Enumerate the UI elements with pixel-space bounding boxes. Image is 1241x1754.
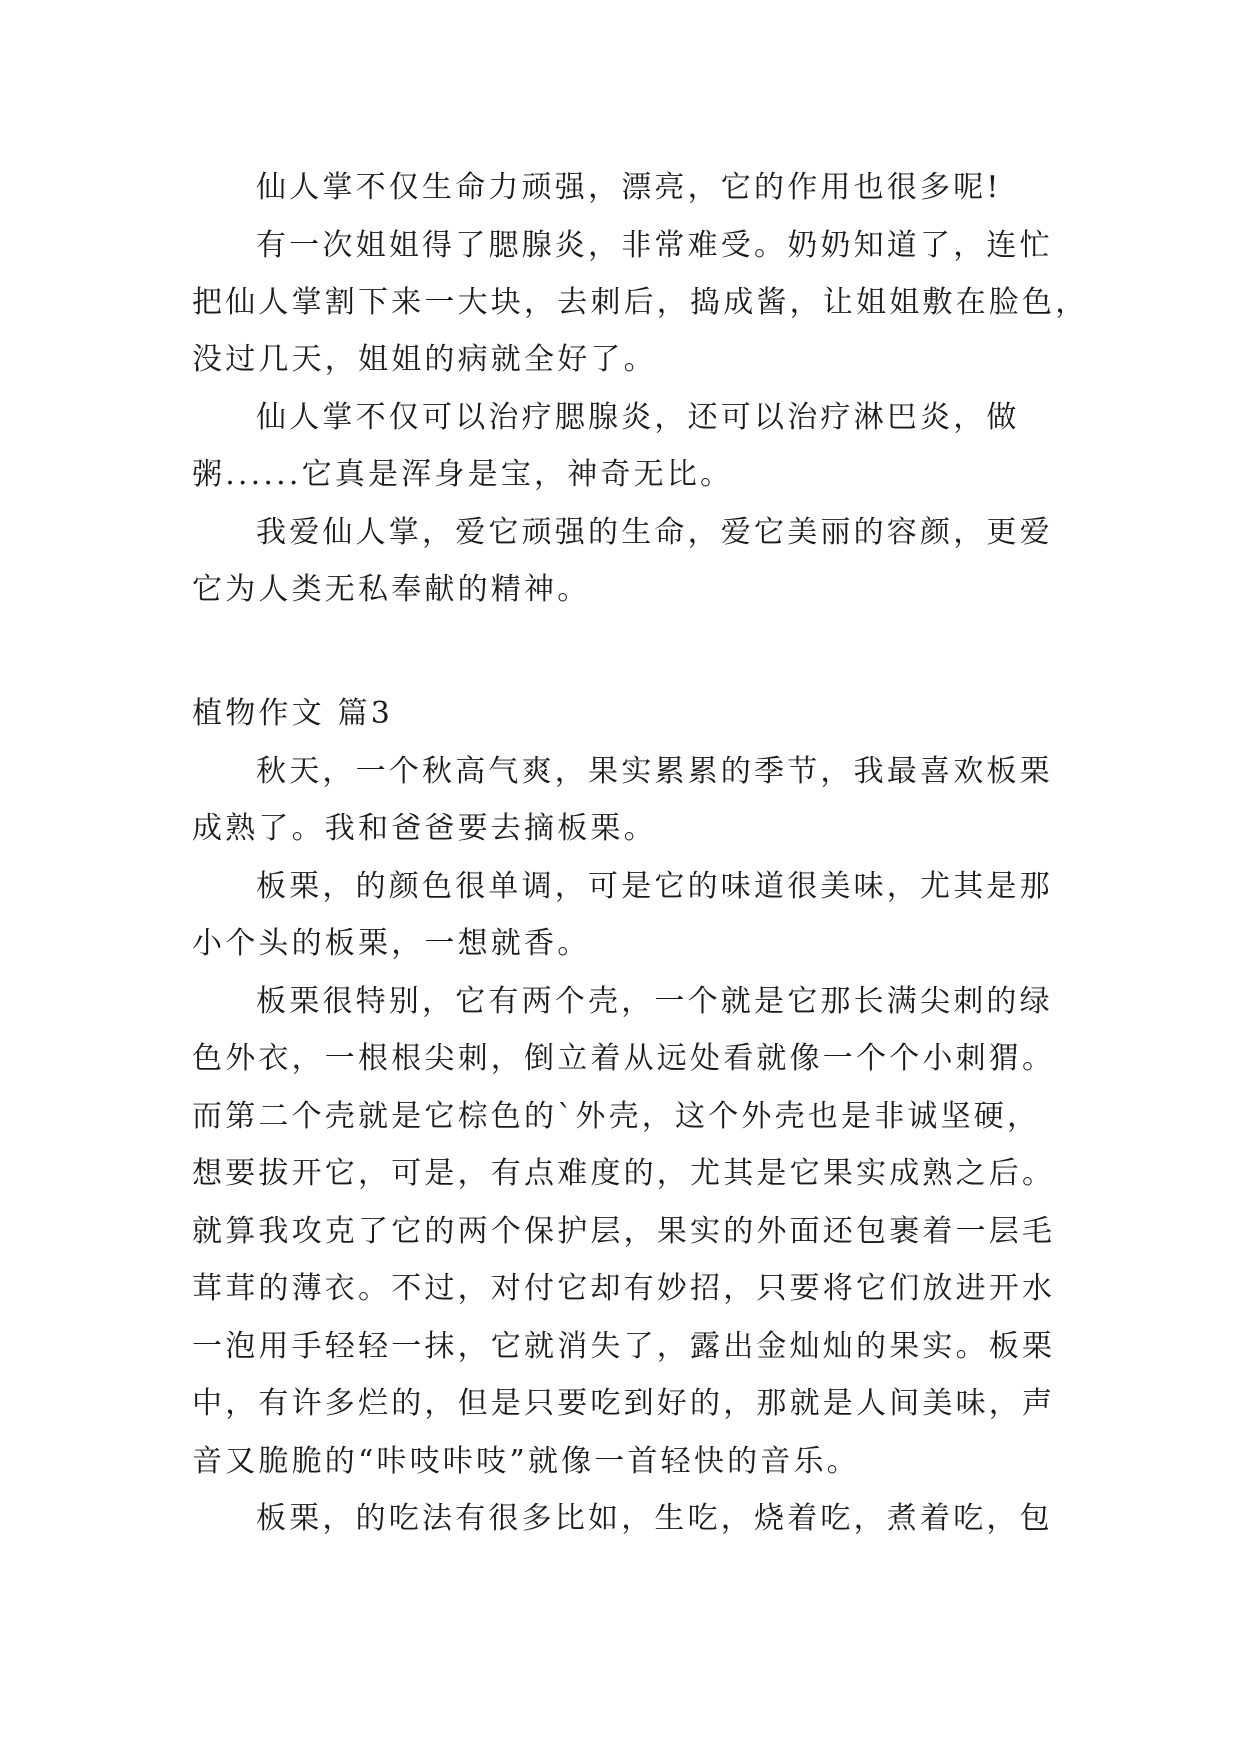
para-8-line-1: 板栗，的吃法有很多比如，生吃，烧着吃，煮着吃，包 [256, 1501, 1053, 1536]
para-7-line-8: 中，有许多烂的，但是只要吃到好的，那就是人间美味，声 [192, 1386, 1056, 1421]
para-4-line-2: 它为人类无私奉献的精神。 [192, 572, 591, 607]
para-7-line-4: 想要拔开它，可是，有点难度的，尤其是它果实成熟之后。 [192, 1156, 1056, 1191]
para-6-line-2: 小个头的板栗，一想就香。 [192, 926, 591, 961]
para-5-line-2: 成熟了。我和爸爸要去摘板栗。 [192, 811, 657, 846]
para-4-line-1: 我爱仙人掌，爱它顽强的生命，爱它美丽的容颜，更爱 [256, 515, 1053, 550]
para-5-line-1: 秋天，一个秋高气爽，果实累累的季节，我最喜欢板栗 [256, 754, 1053, 789]
para-3-line-2: 粥......它真是浑身是宝，神奇无比。 [192, 457, 734, 492]
para-7-line-7: 一泡用手轻轻一抹，它就消失了，露出金灿灿的果实。板栗 [192, 1329, 1056, 1364]
para-1-line-1: 仙人掌不仅生命力顽强，漂亮，它的作用也很多呢! [256, 170, 1002, 205]
para-7-line-9: 音又脆脆的“咔吱咔吱”就像一首轻快的音乐。 [192, 1444, 860, 1479]
para-7-line-1: 板栗很特别，它有两个壳，一个就是它那长满尖刺的绿 [256, 984, 1053, 1019]
para-7-line-2: 色外衣，一根根尖刺，倒立着从远处看就像一个个小刺猬。 [192, 1041, 1056, 1076]
section-title: 植物作文 篇3 [192, 696, 394, 731]
para-2-line-3: 没过几天，姐姐的病就全好了。 [192, 342, 657, 377]
para-7-line-5: 就算我攻克了它的两个保护层，果实的外面还包裹着一层毛 [192, 1214, 1056, 1249]
para-2-line-2: 把仙人掌割下来一大块，去刺后，捣成酱，让姐姐敷在脸色， [192, 285, 1089, 320]
para-2-line-1: 有一次姐姐得了腮腺炎，非常难受。奶奶知道了，连忙 [256, 228, 1053, 263]
para-3-line-1: 仙人掌不仅可以治疗腮腺炎，还可以治疗淋巴炎，做 [256, 400, 1020, 435]
para-7-line-6: 茸茸的薄衣。不过，对付它却有妙招，只要将它们放进开水 [192, 1271, 1056, 1306]
para-6-line-1: 板栗，的颜色很单调，可是它的味道很美味，尤其是那 [256, 869, 1053, 904]
para-7-line-3: 而第二个壳就是它棕色的`外壳，这个外壳也是非诚坚硬， [192, 1099, 1041, 1134]
